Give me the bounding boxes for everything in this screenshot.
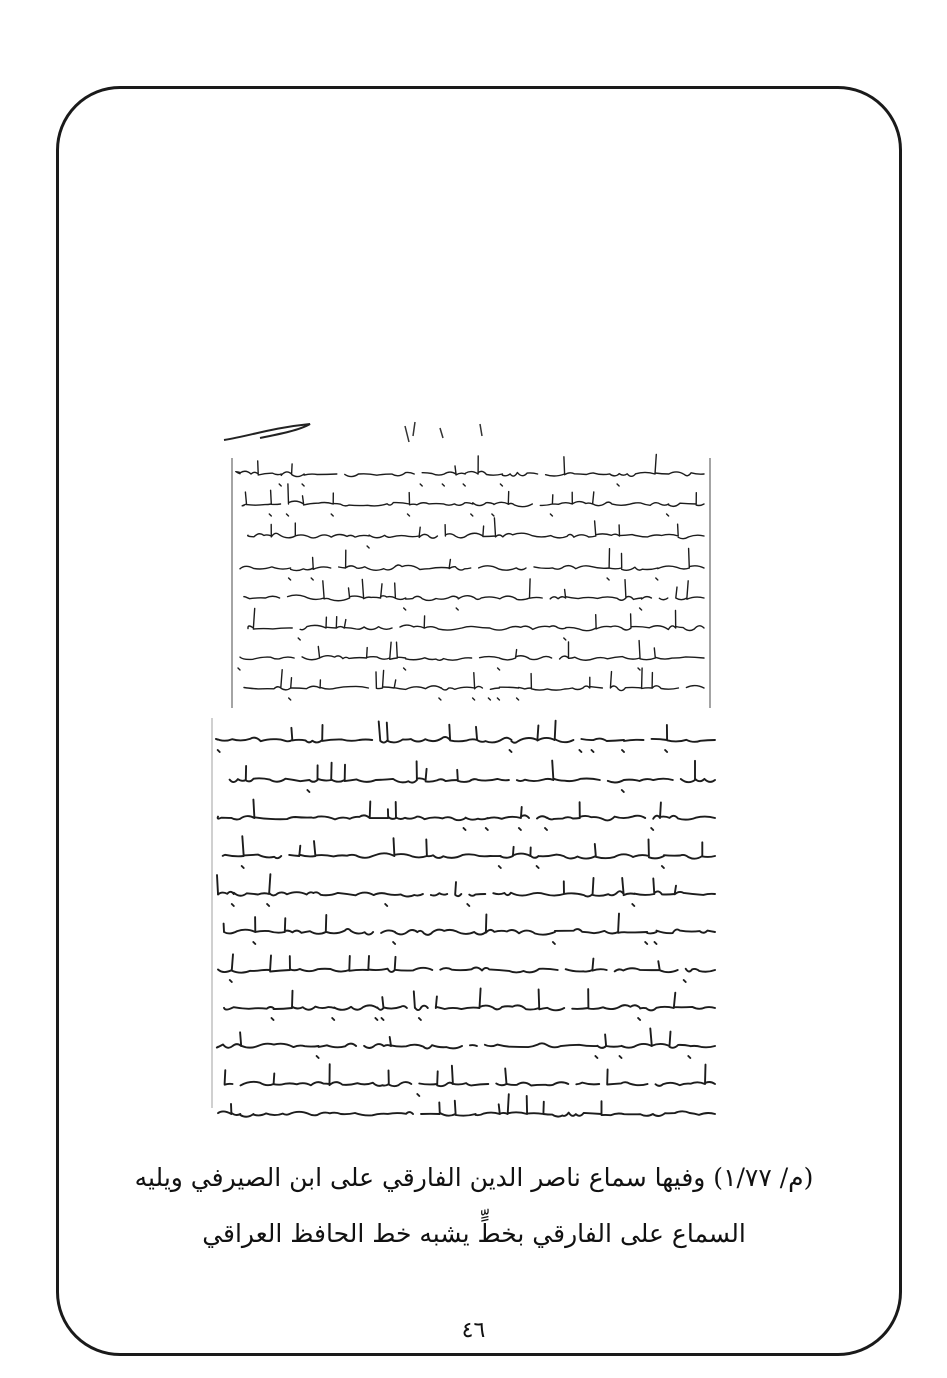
manuscript-handwriting — [210, 418, 728, 1120]
handwriting-stroke — [216, 989, 715, 1021]
handwriting-stroke — [240, 549, 704, 581]
handwriting-stroke — [216, 721, 715, 752]
caption-line-1: (م/ ١/٧٧) وفيها سماع ناصر الدين الفارقي على ابن الصيرفي ويليه — [134, 1163, 814, 1192]
page-number: ٤٦ — [461, 1318, 486, 1343]
handwriting-stroke — [217, 1064, 715, 1096]
manuscript-image — [210, 418, 728, 1120]
handwriting-stroke — [232, 454, 704, 486]
handwriting-stroke — [244, 579, 704, 610]
handwriting-stroke — [223, 836, 715, 868]
handwriting-stroke — [224, 914, 715, 944]
handwriting-stroke — [218, 1094, 715, 1120]
handwriting-stroke — [244, 668, 704, 700]
handwriting-stroke — [238, 641, 704, 670]
handwriting-stroke — [217, 874, 715, 906]
handwriting-stroke — [217, 1029, 715, 1059]
caption-line-2: السماع على الفارقي بخطٍّ يشبه خط الحافظ العراقي — [202, 1219, 746, 1248]
handwriting-stroke — [222, 761, 715, 792]
handwriting-stroke — [218, 800, 715, 830]
handwriting-stroke — [248, 608, 704, 640]
handwriting-stroke — [248, 518, 704, 548]
handwriting-stroke — [218, 954, 715, 982]
handwriting-stroke — [242, 484, 704, 516]
figure-caption — [90, 1150, 858, 1262]
